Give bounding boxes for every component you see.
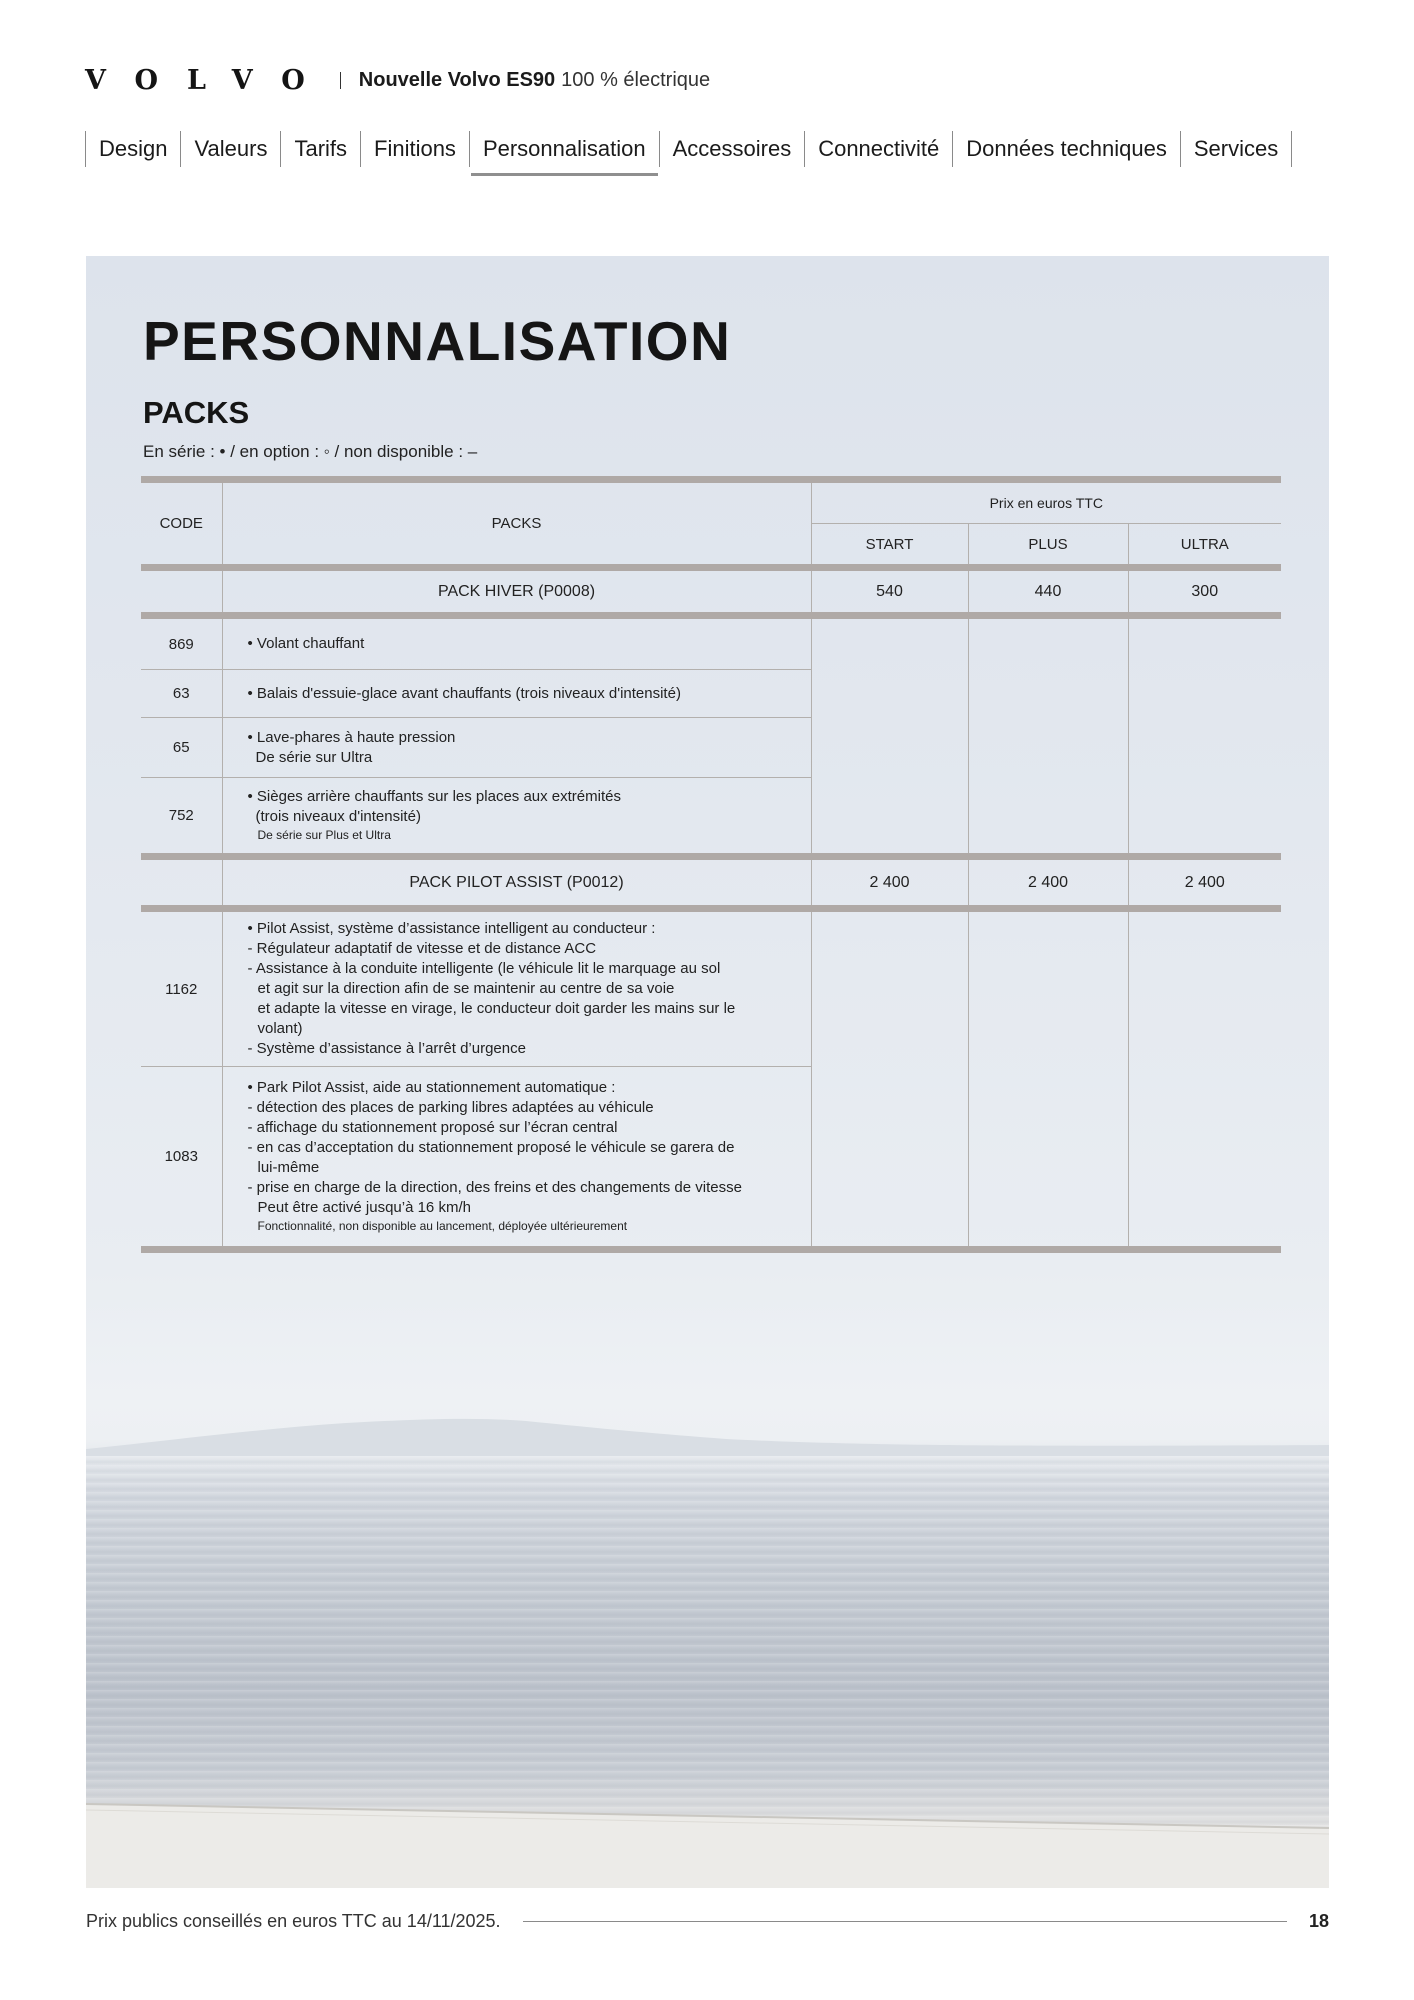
availability-plus — [968, 909, 1128, 1250]
item-code: 1162 — [141, 909, 222, 1067]
availability-plus — [968, 616, 1128, 857]
description-line: volant) — [257, 1020, 303, 1037]
availability-start — [811, 909, 968, 1250]
availability-ultra — [1128, 616, 1281, 857]
nav-donnees-techniques[interactable]: Données techniques — [952, 131, 1180, 167]
availability-start — [811, 616, 968, 857]
footer-divider — [523, 1921, 1287, 1922]
nav-personnalisation[interactable]: Personnalisation — [469, 131, 659, 167]
packs-table — [141, 476, 1281, 1253]
description-note: De série sur Plus et Ultra — [257, 828, 391, 842]
price-start: 540 — [811, 568, 968, 616]
description-line: • Balais d'essuie-glace avant chauffants (trois niveaux d'intensité) — [247, 684, 681, 702]
availability-ultra — [1128, 909, 1281, 1250]
header-plus: PLUS — [968, 524, 1128, 568]
nav-tarifs[interactable]: Tarifs — [280, 131, 360, 167]
description-line: • Park Pilot Assist, aide au stationnement automatique : — [247, 1079, 616, 1096]
pack-name: PACK PILOT ASSIST (P0012) — [222, 857, 811, 909]
item-code: 63 — [141, 670, 222, 718]
section-nav — [85, 128, 1292, 170]
footer-price-note: Prix publics conseillés en euros TTC au 14/11/2025. — [86, 1910, 501, 1931]
volvo-logo: VOLVO — [85, 64, 334, 96]
item-description — [222, 616, 811, 670]
header — [85, 62, 710, 98]
description-line: • Sièges arrière chauffants sur les places aux extrémités — [247, 788, 621, 805]
price-plus: 440 — [968, 568, 1128, 616]
description-line: - affichage du stationnement proposé sur l’écran central — [247, 1119, 618, 1136]
page-title: PERSONNALISATION — [143, 310, 732, 372]
pack-name: PACK HIVER (P0008) — [222, 568, 811, 616]
pack-row-hiver — [141, 568, 1281, 616]
description-line: De série sur Ultra — [255, 748, 373, 766]
header-model: Nouvelle Volvo ES90 — [358, 68, 556, 91]
description-line: • Lave-phares à haute pression — [247, 728, 456, 746]
header-start: START — [811, 524, 968, 568]
header-packs: PACKS — [222, 480, 811, 568]
description-line: - détection des places de parking libres adaptées au véhicule — [247, 1099, 654, 1116]
description-line: (trois niveaux d'intensité) — [255, 808, 421, 825]
description-line: - Assistance à la conduite intelligente (le véhicule lit le marquage au sol — [247, 960, 721, 977]
header-ultra: ULTRA — [1128, 524, 1281, 568]
item-code: 65 — [141, 718, 222, 778]
item-description — [222, 1067, 811, 1250]
background-hills — [86, 1411, 1329, 1456]
pack-row-pilot-assist — [141, 857, 1281, 909]
item-code: 869 — [141, 616, 222, 670]
nav-valeurs[interactable]: Valeurs — [180, 131, 280, 167]
description-line: • Volant chauffant — [247, 635, 365, 652]
nav-services[interactable]: Services — [1180, 131, 1292, 167]
header-divider — [340, 72, 341, 89]
price-plus: 2 400 — [968, 857, 1128, 909]
price-ultra: 2 400 — [1128, 857, 1281, 909]
item-code: 752 — [168, 807, 194, 824]
description-line: • Pilot Assist, système d’assistance intelligent au conducteur : — [247, 920, 656, 937]
price-ultra: 300 — [1128, 568, 1281, 616]
page-number: 18 — [1308, 1910, 1329, 1931]
section-subtitle: PACKS — [143, 395, 250, 430]
description-line: - prise en charge de la direction, des freins et des changements de vitesse — [247, 1179, 742, 1196]
header-code: CODE — [141, 480, 222, 568]
item-description — [222, 718, 811, 778]
description-line: Peut être activé jusqu’à 16 km/h — [257, 1199, 471, 1216]
item-code: 1083 — [141, 1067, 222, 1250]
item-description — [222, 778, 811, 857]
description-line: - Système d’assistance à l’arrêt d’urgence — [247, 1040, 526, 1057]
header-price: Prix en euros TTC — [811, 480, 1281, 524]
footer — [86, 1906, 1329, 1936]
description-line: lui-même — [257, 1159, 320, 1176]
content-panel — [86, 256, 1329, 1888]
nav-finitions[interactable]: Finitions — [360, 131, 469, 167]
description-line: - en cas d’acceptation du stationnement proposé le véhicule se garera de — [247, 1139, 735, 1156]
item-description — [222, 670, 811, 718]
table-row — [141, 909, 1281, 1067]
price-start: 2 400 — [811, 857, 968, 909]
nav-connectivite[interactable]: Connectivité — [804, 131, 952, 167]
availability-legend: En série : • / en option : ◦ / non disponible : – — [143, 442, 478, 461]
nav-design[interactable]: Design — [85, 131, 180, 167]
description-note: Fonctionnalité, non disponible au lancement, déployée ultérieurement — [257, 1219, 628, 1233]
header-model-suffix: 100 % électrique — [561, 68, 711, 91]
background-pier — [86, 1776, 1329, 1888]
description-line: et agit sur la direction afin de se maintenir au centre de sa voie — [257, 980, 675, 997]
description-line: et adapte la vitesse en virage, le conducteur doit garder les mains sur le — [257, 1000, 736, 1017]
nav-accessoires[interactable]: Accessoires — [659, 131, 805, 167]
description-line: - Régulateur adaptatif de vitesse et de distance ACC — [247, 940, 597, 957]
item-description — [222, 909, 811, 1067]
table-row — [141, 616, 1281, 670]
